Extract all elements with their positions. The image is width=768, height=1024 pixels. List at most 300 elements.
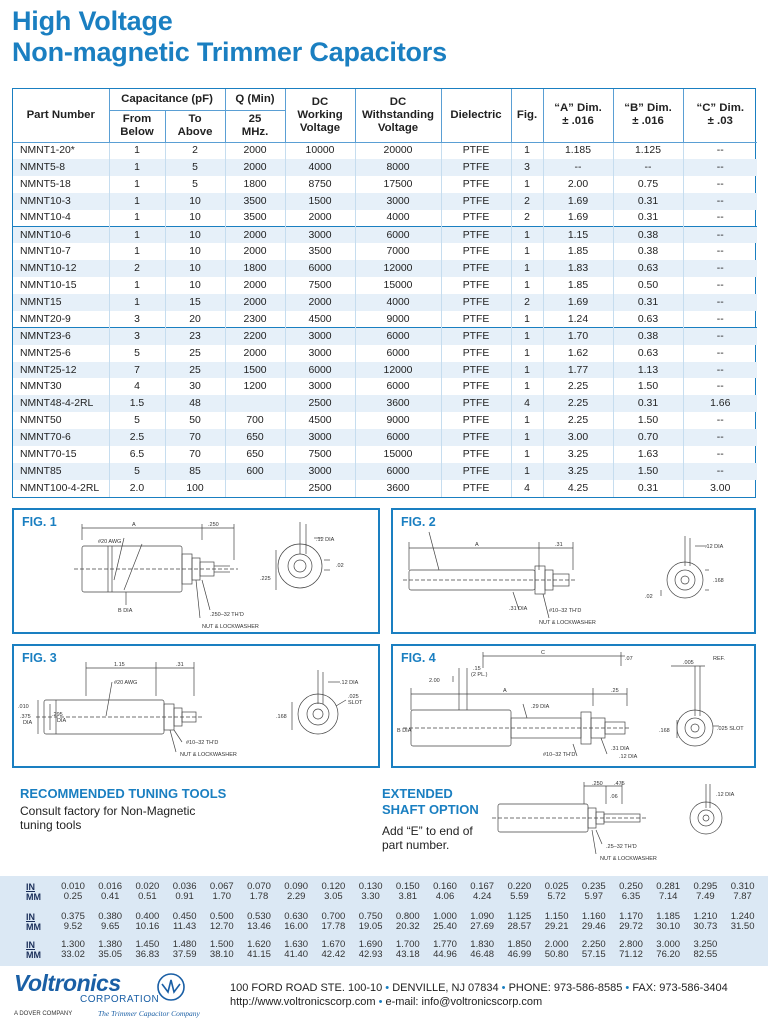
fig3-awg: #20 AWG [114, 680, 138, 686]
conversion-in-value: 0.020 [135, 881, 160, 892]
footer-address: 100 FORD ROAD STE. 100-10 [230, 982, 383, 994]
table-cell: 3000 [285, 378, 355, 395]
table-cell: -- [683, 362, 757, 379]
table-cell: 2500 [285, 480, 355, 497]
table-cell: 6.5 [109, 446, 165, 463]
table-cell: 1 [511, 176, 543, 193]
table-cell: 2500 [285, 395, 355, 412]
table-cell: 1 [109, 142, 165, 159]
unit-mm-label: MM [26, 892, 41, 902]
footer-url[interactable]: http://www.voltronicscorp.com [230, 996, 376, 1008]
header-a-dim [543, 89, 613, 142]
tuning-tools-heading: RECOMMENDED TUNING TOOLS [20, 786, 227, 801]
table-cell: 1.66 [683, 395, 757, 412]
table-cell: 2 [511, 294, 543, 311]
table-cell: 15000 [355, 277, 441, 294]
table-row [13, 193, 757, 210]
table-cell: 7500 [285, 446, 355, 463]
table-cell: 15 [165, 294, 225, 311]
conversion-in-value: 1.170 [619, 911, 643, 922]
table-cell: 1 [511, 362, 543, 379]
conversion-in-value: 1.380 [98, 939, 123, 950]
table-cell: 1 [511, 412, 543, 429]
table-cell: 1 [109, 226, 165, 243]
fig4-25: .25 [611, 688, 619, 694]
conversion-in-value: 1.300 [61, 939, 85, 950]
extended-heading-line-2: SHAFT OPTION [382, 802, 479, 817]
table-cell: NMNT10-15 [13, 277, 109, 294]
table-cell: 0.38 [613, 226, 683, 243]
header-q-min: Q (Min) [225, 89, 285, 110]
figure-2 [391, 508, 756, 634]
conversion-in-value: 0.090 [284, 881, 309, 892]
table-cell: PTFE [441, 362, 511, 379]
table-cell: 1.185 [543, 142, 613, 159]
conversion-mm-value: 44.96 [433, 949, 457, 960]
conversion-in-value: 0.380 [98, 911, 123, 922]
table-cell: 0.31 [613, 193, 683, 210]
table-cell: 2000 [225, 345, 285, 362]
table-cell [225, 395, 285, 412]
table-cell: 6000 [355, 328, 441, 345]
conversion-mm-value: 0.25 [63, 891, 83, 902]
conversion-mm-value: 9.52 [63, 921, 83, 932]
fig2-a: A [475, 542, 479, 548]
table-cell: 1200 [225, 378, 285, 395]
conversion-mm-value: 41.40 [284, 949, 309, 960]
table-cell: 7500 [285, 277, 355, 294]
conversion-in-value: 0.750 [358, 911, 383, 922]
table-cell: 2 [511, 193, 543, 210]
header-dc-working: DC Working Voltage [285, 89, 355, 142]
bullet-icon: • [501, 982, 509, 994]
table-cell: 9000 [355, 412, 441, 429]
conversion-mm-value: 3.05 [324, 891, 343, 902]
footer-phone: PHONE: 973-586-8585 [508, 982, 623, 994]
table-cell: 2 [165, 142, 225, 159]
table-cell: 2300 [225, 311, 285, 328]
footer-fax: FAX: 973-586-3404 [632, 982, 728, 994]
header-c-dim [683, 89, 757, 142]
fig1-awg: #20 AWG [98, 539, 122, 545]
conversion-mm-value: 19.05 [358, 921, 383, 932]
table-cell: 6000 [355, 463, 441, 480]
conversion-in-value: 0.016 [98, 881, 123, 892]
table-row [13, 362, 757, 379]
conversion-in-value: 0.036 [172, 881, 197, 892]
table-cell: 1800 [225, 260, 285, 277]
table-cell: 600 [225, 463, 285, 480]
bullet-icon: • [625, 982, 633, 994]
table-cell: 1.69 [543, 193, 613, 210]
table-cell: 3.25 [543, 463, 613, 480]
table-cell: 3.00 [543, 429, 613, 446]
table-cell: 6000 [355, 345, 441, 362]
fig4-c: C [541, 650, 545, 656]
conversion-mm-value: 3.30 [361, 891, 380, 902]
table-row [13, 210, 757, 227]
table-cell: 1.63 [613, 446, 683, 463]
table-cell: 1 [511, 226, 543, 243]
unit-mm-label: MM [26, 950, 41, 960]
conversion-mm-value: 11.43 [173, 921, 197, 932]
conversion-mm-value: 38.10 [209, 949, 234, 960]
table-cell: 2.5 [109, 429, 165, 446]
header-part-number: Part Number [13, 89, 109, 142]
table-cell: NMNT15 [13, 294, 109, 311]
conversion-mm-value: 41.15 [247, 949, 271, 960]
table-cell: 4000 [285, 159, 355, 176]
a-dim-tolerance: ± .016 [562, 115, 594, 128]
fig4-bdia: B DIA [397, 728, 412, 734]
conversion-in-value: 3.000 [656, 939, 681, 950]
table-cell: 17500 [355, 176, 441, 193]
table-cell: -- [683, 193, 757, 210]
table-cell: PTFE [441, 429, 511, 446]
conversion-in-value: 0.070 [247, 881, 271, 892]
table-cell: 1 [511, 311, 543, 328]
table-cell: 20000 [355, 142, 441, 159]
conversion-mm-value: 42.42 [321, 949, 346, 960]
conversion-mm-value: 29.46 [581, 921, 606, 932]
fig1-a: A [132, 522, 136, 528]
ext-nut: NUT & LOCKWASHER [600, 856, 657, 862]
conversion-mm-value: 27.69 [470, 921, 495, 932]
dover-company: A DOVER COMPANY [14, 1011, 73, 1017]
conversion-mm-value: 17.78 [321, 921, 346, 932]
conversion-mm-value: 30.10 [656, 921, 681, 932]
fig2-31dia: .31 DIA [509, 606, 528, 612]
table-cell: 4.25 [543, 480, 613, 497]
table-cell: PTFE [441, 277, 511, 294]
table-cell: 1.125 [613, 142, 683, 159]
table-cell: 6000 [355, 378, 441, 395]
table-cell: 0.38 [613, 328, 683, 345]
table-row [13, 260, 757, 277]
figure-3-drawing [14, 646, 378, 766]
ext-12dia: .12 DIA [716, 792, 735, 798]
conversion-in-value: 1.700 [395, 939, 420, 950]
table-cell: 3600 [355, 395, 441, 412]
conversion-mm-value: 7.14 [658, 891, 678, 902]
table-cell: 4 [511, 395, 543, 412]
table-cell: 1500 [225, 362, 285, 379]
footer-contact-line-1 [230, 982, 728, 994]
extended-text-line-1: Add “E” to end of [382, 824, 473, 838]
conversion-in-value: 0.067 [209, 881, 234, 892]
figure-4 [391, 644, 756, 768]
table-cell: NMNT10-4 [13, 210, 109, 227]
conversion-row [0, 910, 768, 936]
table-cell: PTFE [441, 480, 511, 497]
fig4-31dia: .31 DIA [611, 746, 630, 752]
conversion-mm-value: 16.00 [284, 921, 309, 932]
conversion-row [0, 880, 768, 906]
table-cell: -- [716, 415, 724, 427]
table-row [13, 429, 757, 446]
figure-1-label: FIG. 1 [22, 515, 57, 529]
table-cell: 2000 [225, 277, 285, 294]
table-cell: 4000 [355, 294, 441, 311]
table-cell: -- [683, 260, 757, 277]
table-cell: 1 [511, 243, 543, 260]
table-cell: 1.62 [543, 345, 613, 362]
footer-contact-line-2 [230, 996, 542, 1008]
table-cell: 5 [165, 176, 225, 193]
table-row [13, 395, 757, 412]
table-cell: 5 [109, 345, 165, 362]
conversion-in-value: 1.000 [433, 911, 457, 922]
conversion-in-value: 1.450 [135, 939, 160, 950]
conversion-values [56, 880, 764, 906]
fig3-31: .31 [176, 662, 184, 668]
conversion-in-value: 1.670 [321, 939, 346, 950]
fig2-nut: NUT & LOCKWASHER [539, 620, 596, 626]
table-row [13, 328, 757, 345]
table-cell: 4 [109, 378, 165, 395]
conversion-in-value: 1.500 [209, 939, 234, 950]
voltronics-logo: Voltronics [14, 970, 121, 996]
table-cell: 3000 [285, 226, 355, 243]
conversion-mm-value: 2.29 [286, 891, 306, 902]
spec-table-body [13, 142, 757, 497]
ext-250: .250 [592, 781, 603, 787]
bullet-icon: • [385, 982, 393, 994]
conversion-mm-value: 50.80 [544, 949, 569, 960]
table-cell: PTFE [441, 243, 511, 260]
fig3-thread: #10–32 TH’D [186, 740, 219, 746]
table-row [13, 446, 757, 463]
tuning-tools-text [20, 804, 195, 832]
table-cell: 10000 [285, 142, 355, 159]
table-cell: PTFE [441, 193, 511, 210]
conversion-mm-value: 5.59 [510, 891, 529, 902]
table-cell: -- [716, 448, 724, 460]
table-cell [225, 480, 285, 497]
table-row [13, 345, 757, 362]
conversion-in-value: 1.770 [433, 939, 457, 950]
conversion-in-value: 1.210 [693, 911, 718, 922]
table-cell: 2000 [285, 210, 355, 227]
conversion-mm-value: 28.57 [507, 921, 532, 932]
table-cell: 0.63 [613, 311, 683, 328]
b-dim-label: “B” Dim. [624, 102, 672, 115]
table-cell: 3000 [355, 193, 441, 210]
table-cell: 2000 [225, 159, 285, 176]
table-cell: 700 [225, 412, 285, 429]
table-cell: 10 [165, 260, 225, 277]
conversion-mm-value: 37.59 [172, 949, 197, 960]
table-cell: 1.5 [109, 395, 165, 412]
table-cell: 2200 [225, 328, 285, 345]
table-cell: 0.38 [613, 243, 683, 260]
table-cell: 0.31 [613, 395, 683, 412]
spec-table [13, 89, 757, 497]
table-cell: 3 [511, 159, 543, 176]
table-cell: 2.25 [543, 378, 613, 395]
table-cell: 10 [165, 226, 225, 243]
table-cell: 30 [165, 378, 225, 395]
table-cell: PTFE [441, 378, 511, 395]
table-row [13, 142, 757, 159]
conversion-in-value: 3.250 [693, 939, 718, 950]
figure-2-label: FIG. 2 [401, 515, 436, 529]
table-cell: 10 [165, 277, 225, 294]
footer-email[interactable]: e-mail: info@voltronicscorp.com [385, 996, 543, 1008]
fig2-12dia: .12 DIA [705, 544, 724, 550]
conversion-in-value: 0.250 [619, 881, 643, 892]
table-cell: 1.24 [543, 311, 613, 328]
table-cell: -- [716, 212, 724, 224]
table-cell: 2.25 [543, 412, 613, 429]
conversion-mm-value: 10.16 [135, 921, 160, 932]
conversion-in-value: 0.800 [395, 911, 420, 922]
table-cell: 1 [511, 260, 543, 277]
conversion-mm-value: 71.12 [619, 949, 643, 960]
conversion-in-value: 0.375 [61, 911, 85, 922]
conversion-in-value: 0.400 [135, 911, 160, 922]
figure-2-drawing [393, 510, 754, 632]
conversion-in-value: 1.620 [247, 939, 271, 950]
ext-475: .475 [614, 781, 625, 787]
table-cell: 100 [165, 480, 225, 497]
table-cell: 3500 [285, 243, 355, 260]
table-cell: 1.50 [613, 463, 683, 480]
figure-4-drawing [393, 646, 754, 766]
conversion-mm-value: 33.02 [61, 949, 85, 960]
table-cell: 0.63 [613, 260, 683, 277]
table-cell: 3000 [285, 345, 355, 362]
table-cell: 23 [165, 328, 225, 345]
table-cell: 1 [109, 176, 165, 193]
table-cell: 3 [109, 311, 165, 328]
table-row [13, 159, 757, 176]
conversion-mm-value: 1.70 [212, 891, 232, 902]
table-cell: 4500 [285, 311, 355, 328]
conversion-mm-value: 82.55 [693, 949, 718, 960]
fig3-dia2: DIA [57, 718, 67, 724]
fig3-nut: NUT & LOCKWASHER [180, 752, 237, 758]
conversion-in-value: 1.240 [730, 911, 755, 922]
table-cell: NMNT70-15 [13, 446, 109, 463]
table-cell: 3.00 [710, 482, 731, 494]
table-cell: 3500 [225, 193, 285, 210]
conversion-in-value: 1.480 [172, 939, 197, 950]
table-cell: 3000 [285, 328, 355, 345]
conversion-mm-value: 35.05 [98, 949, 123, 960]
table-cell: 3500 [225, 210, 285, 227]
fig4-12dia: .12 DIA [619, 754, 638, 760]
table-cell: 2000 [225, 142, 285, 159]
header-dielectric: Dielectric [441, 89, 511, 142]
fig4-005: .005 [683, 660, 694, 666]
header-fig: Fig. [511, 89, 543, 142]
table-cell: 2.00 [543, 176, 613, 193]
table-cell: PTFE [441, 311, 511, 328]
table-cell: NMNT23-6 [13, 328, 109, 345]
table-cell: 4000 [355, 210, 441, 227]
fig4-025slot: .025 SLOT [717, 726, 744, 732]
ext-06: .06 [610, 794, 618, 800]
conversion-mm-value: 25.40 [433, 921, 457, 932]
conversion-mm-value: 0.51 [138, 891, 157, 902]
table-cell: 1.83 [543, 260, 613, 277]
bullet-icon: • [378, 996, 386, 1008]
figure-3-label: FIG. 3 [22, 651, 57, 665]
conversion-unit-labels [26, 882, 41, 902]
table-cell: 4500 [285, 412, 355, 429]
table-cell: 1.15 [543, 226, 613, 243]
table-cell: -- [613, 159, 683, 176]
conversion-mm-value: 29.72 [619, 921, 643, 932]
conversion-in-value: 1.185 [656, 911, 681, 922]
conversion-in-value: 2.800 [619, 939, 643, 950]
fig1-250: .250 [208, 522, 219, 528]
conversion-unit-labels [26, 940, 41, 960]
table-cell: 1 [511, 277, 543, 294]
table-cell: 1 [511, 429, 543, 446]
table-cell: -- [716, 280, 724, 292]
conversion-in-value: 1.690 [358, 939, 383, 950]
table-row [13, 463, 757, 480]
table-cell: 1 [511, 446, 543, 463]
table-cell: 1800 [225, 176, 285, 193]
conversion-in-value: 2.250 [581, 939, 606, 950]
table-cell: 1 [109, 193, 165, 210]
fig4-29dia: .29 DIA [531, 704, 550, 710]
fig3-375: .375 [20, 714, 31, 720]
table-cell: 10 [165, 193, 225, 210]
table-cell: 70 [165, 429, 225, 446]
extended-heading-line-1: EXTENDED [382, 786, 453, 801]
table-cell: 2000 [285, 294, 355, 311]
table-row [13, 243, 757, 260]
table-cell: 1 [109, 277, 165, 294]
conversion-mm-value: 29.21 [544, 921, 569, 932]
table-cell: 8000 [355, 159, 441, 176]
table-cell: -- [683, 328, 757, 345]
table-cell: 3 [109, 328, 165, 345]
table-cell: PTFE [441, 345, 511, 362]
tuning-text-line-1: Consult factory for Non-Magnetic [20, 804, 196, 818]
table-cell: 0.31 [613, 294, 683, 311]
table-cell: -- [683, 429, 757, 446]
conversion-in-value: 1.090 [470, 911, 495, 922]
table-cell: -- [716, 313, 724, 325]
table-cell: 2.0 [109, 480, 165, 497]
table-cell: 15000 [355, 446, 441, 463]
table-cell: -- [543, 159, 613, 176]
footer-city: DENVILLE, NJ 07834 [392, 982, 499, 994]
table-cell: 1.50 [613, 378, 683, 395]
table-cell: 650 [225, 446, 285, 463]
page-title [12, 6, 447, 68]
conversion-values [56, 910, 764, 936]
header-capacitance: Capacitance (pF) [109, 89, 225, 110]
table-cell: NMNT30 [13, 378, 109, 395]
table-cell: PTFE [441, 176, 511, 193]
table-cell: NMNT10-3 [13, 193, 109, 210]
conversion-in-value: 0.700 [321, 911, 346, 922]
b-dim-tolerance: ± .016 [632, 115, 664, 128]
table-cell: 2.25 [543, 395, 613, 412]
table-cell: 3000 [285, 429, 355, 446]
table-cell: 1.13 [613, 362, 683, 379]
table-cell: 10 [165, 243, 225, 260]
table-cell: 85 [165, 463, 225, 480]
c-dim-label: “C” Dim. [696, 102, 744, 115]
table-cell: PTFE [441, 210, 511, 227]
